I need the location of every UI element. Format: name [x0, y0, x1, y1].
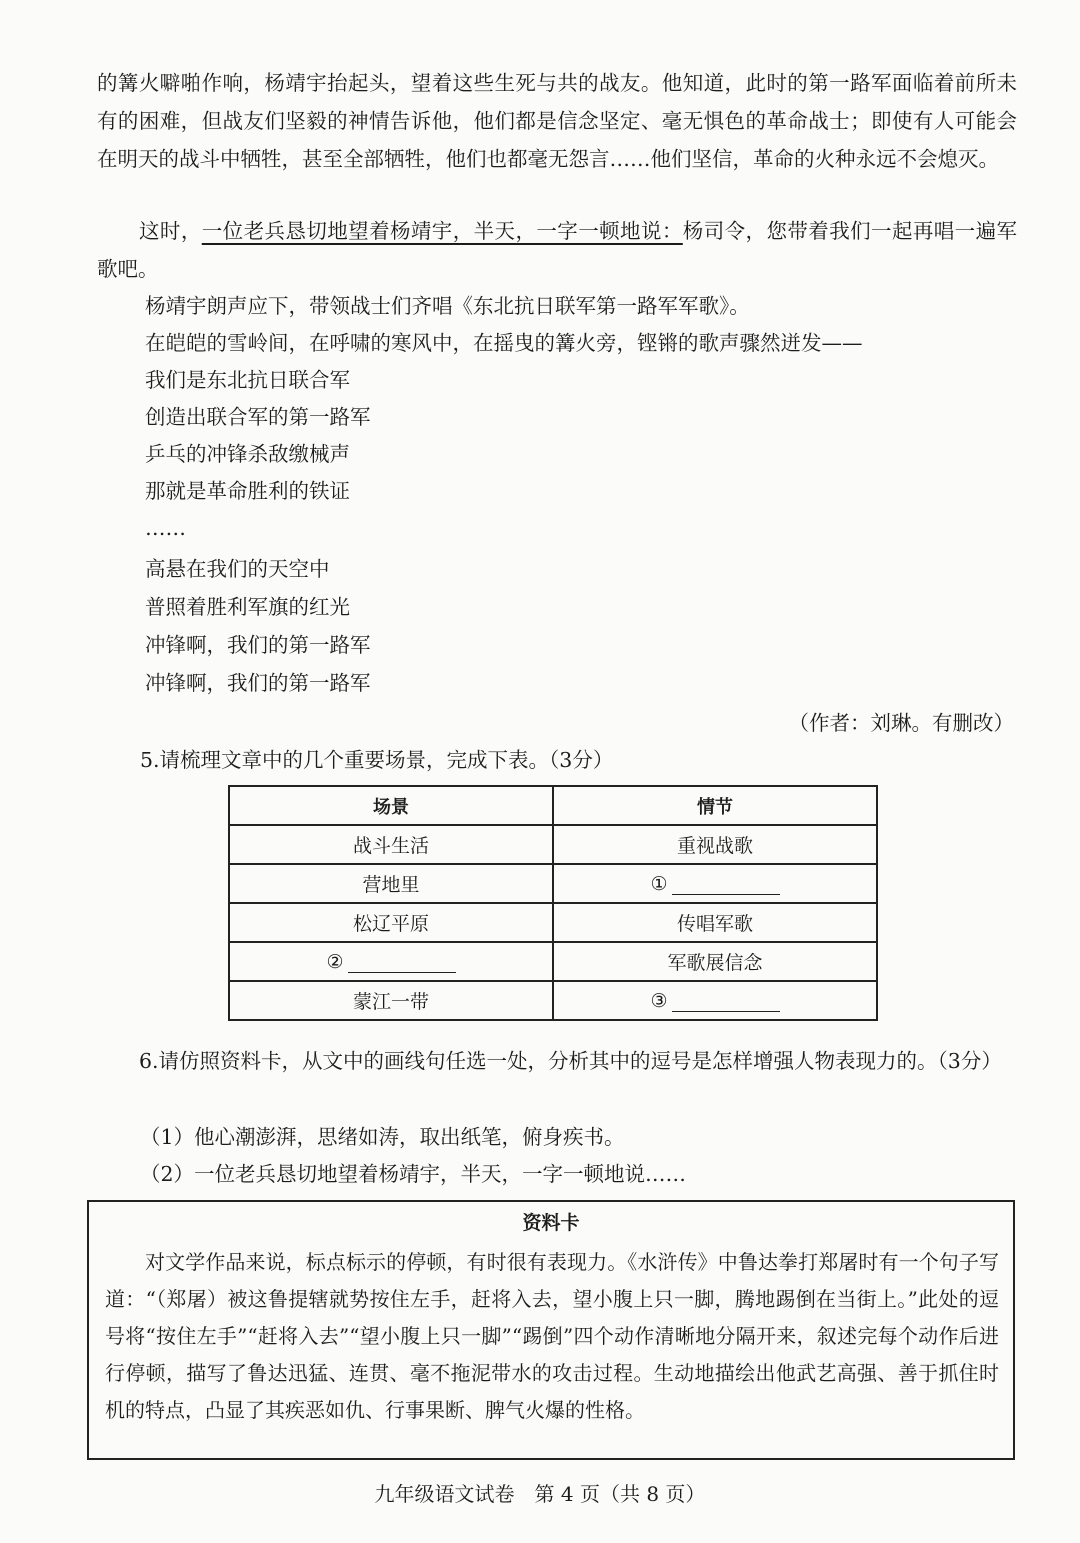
answer-blank-2[interactable] — [326, 951, 455, 973]
table-cell: 重视战歌 — [553, 825, 877, 864]
question-6: 6.请仿照资料卡，从文中的画线句任选一处，分析其中的逗号是怎样增强人物表现力的。（3分） — [139, 1049, 1002, 1073]
answer-blank-1[interactable] — [650, 873, 779, 895]
table-row — [229, 942, 877, 981]
table-cell: 蒙江一带 — [229, 981, 553, 1020]
table-row — [229, 864, 877, 903]
song-line: 高悬在我们的天空中 — [145, 557, 330, 581]
table-row — [229, 825, 877, 864]
song-line: 创造出联合军的第一路军 — [145, 405, 371, 429]
question-6-option-2: （2）一位老兵恳切地望着杨靖宇，半天，一字一顿地说…… — [140, 1162, 687, 1186]
blank-line — [348, 954, 456, 973]
question-5: 5.请梳理文章中的几个重要场景，完成下表。（3分） — [140, 748, 614, 772]
table-row — [229, 903, 877, 942]
reference-card — [87, 1200, 1015, 1460]
table-cell: 营地里 — [229, 864, 553, 903]
answer-blank-3[interactable] — [650, 990, 779, 1012]
table-cell: 传唱军歌 — [553, 903, 877, 942]
paragraph-2-rest: 杨司令，您带着我们一起再唱一遍军歌吧。 — [97, 219, 1018, 281]
passage-paragraph-4: 在皑皑的雪岭间，在呼啸的寒风中，在摇曳的篝火旁，铿锵的歌声骤然迸发—— — [145, 331, 863, 355]
underlined-sentence: 一位老兵恳切地望着杨靖宇，半天，一字一顿地说： — [201, 219, 683, 243]
blank-line — [672, 876, 780, 895]
blank-number: ③ — [650, 989, 668, 1012]
table-cell — [229, 942, 553, 981]
table-cell — [553, 981, 877, 1020]
song-line: 乒乓的冲锋杀敌缴械声 — [145, 442, 350, 466]
table-row — [229, 981, 877, 1020]
song-line: 冲锋啊，我们的第一路军 — [145, 633, 371, 657]
question-6-option-1: （1）他心潮澎湃，思绪如涛，取出纸笔，俯身疾书。 — [140, 1125, 625, 1149]
song-line: 那就是革命胜利的铁证 — [145, 479, 350, 503]
passage-paragraph-2 — [97, 212, 1017, 288]
table-header-row — [229, 786, 877, 825]
table-cell: 松辽平原 — [229, 903, 553, 942]
song-line: 冲锋啊，我们的第一路军 — [145, 671, 371, 695]
passage-paragraph-1: 的篝火噼啪作响，杨靖宇抬起头，望着这些生死与共的战友。他知道，此时的第一路军面临着前所未有的困难，但战友们坚毅的神情告诉他，他们都是信念坚定、毫无惧色的革命战士；即使有人可能会在明天的战斗中牺牲，甚至全部牺牲，他们也都毫无怨言……他们坚信，革命的火种永远不会熄灭。 — [97, 71, 1017, 171]
table-cell: 战斗生活 — [229, 825, 553, 864]
song-line: 普照着胜利军旗的红光 — [145, 595, 350, 619]
blank-number: ① — [650, 872, 668, 895]
table-cell — [553, 864, 877, 903]
column-header-scene: 场景 — [229, 786, 553, 825]
column-header-plot: 情节 — [553, 786, 877, 825]
blank-number: ② — [326, 950, 344, 973]
card-body: 对文学作品来说，标点标示的停顿，有时很有表现力。《水浒传》中鲁达拳打郑屠时有一个句子写道：“（郑屠）被这鲁提辖就势按住左手，赶将入去，望小腹上只一脚，腾地踢倒在当街上。”此处的逗号将“按住左手”“赶将入去”“望小腹上只一脚”“踢倒”四个动作清晰地分隔开来，叙述完每个动作后进行停顿，描写了鲁达迅猛、连贯、毫不拖泥带水的攻击过程。生动地描绘出他武艺高强、善于抓住时机的特点，凸显了其疾恶如仇、行事果断、脾气火爆的性格。 — [105, 1250, 999, 1422]
card-title: 资料卡 — [522, 1212, 580, 1234]
song-line: 我们是东北抗日联合军 — [145, 368, 350, 392]
blank-line — [672, 993, 780, 1012]
song-line: …… — [145, 516, 186, 540]
author-attribution: （作者：刘琳。有删改） — [788, 711, 1014, 735]
table-cell: 军歌展信念 — [553, 942, 877, 981]
scene-table — [228, 785, 878, 1021]
passage-paragraph-3: 杨靖宇朗声应下，带领战士们齐唱《东北抗日联军第一路军军歌》。 — [145, 294, 750, 318]
page-footer: 九年级语文试卷 第 4 页（共 8 页） — [374, 1482, 706, 1506]
paragraph-2-lead: 这时， — [139, 219, 202, 243]
